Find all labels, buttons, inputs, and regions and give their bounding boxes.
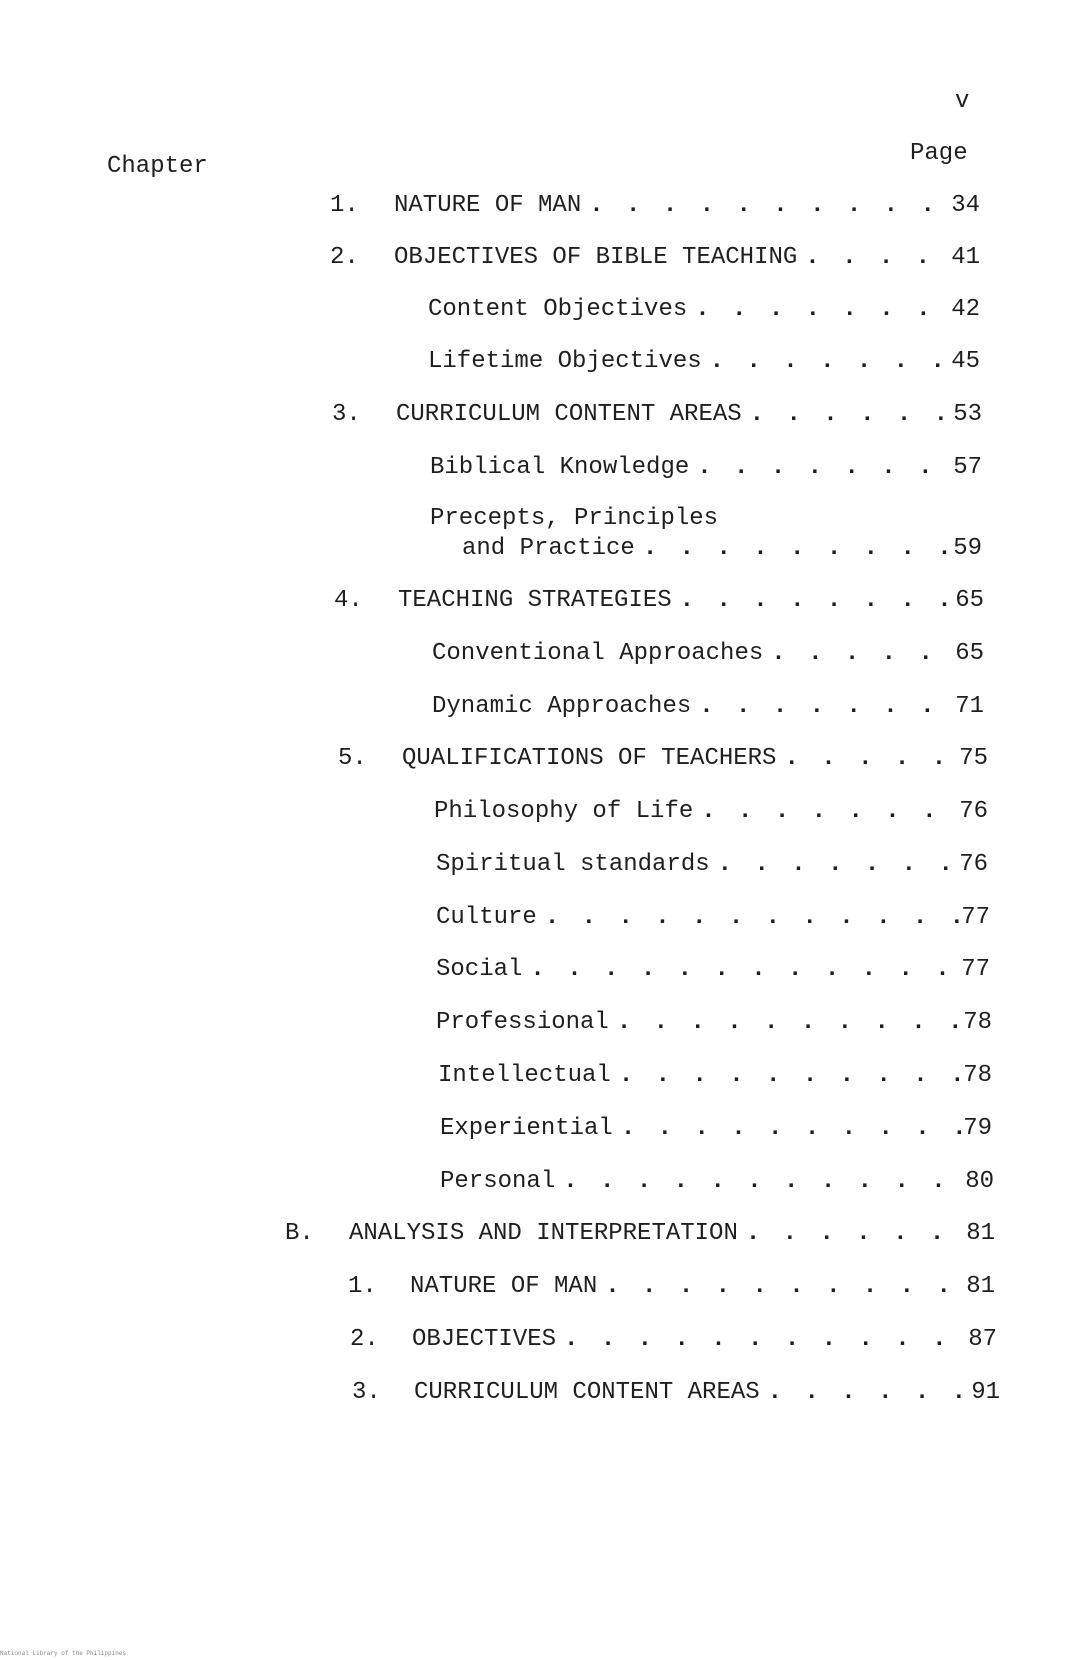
toc-entry-page: 75 [959, 745, 988, 772]
toc-leader-dots [672, 587, 956, 614]
toc-entry-title: Content Objectives [428, 296, 688, 323]
toc-entry-page: 34 [951, 192, 980, 219]
toc-entry-title: Culture [436, 904, 537, 931]
toc-leader-dots [537, 904, 961, 931]
toc-entry-number: 3. [332, 401, 361, 428]
toc-leader-dots [710, 851, 960, 878]
toc-entry-title: CURRICULUM CONTENT AREAS [414, 1379, 760, 1406]
toc-entry-page: 57 [953, 454, 982, 481]
toc-entry [436, 851, 988, 878]
toc-leader-dots [687, 296, 951, 323]
toc-leader-dots [738, 1220, 966, 1247]
toc-entry-title: NATURE OF MAN [394, 192, 582, 219]
page-number: v [955, 88, 970, 115]
toc-entry-number: B. [285, 1220, 314, 1247]
toc-leader-dots [760, 1379, 972, 1406]
toc-entry [330, 192, 980, 219]
toc-entry-page: 59 [953, 535, 982, 562]
toc-entry-page: 65 [955, 640, 984, 667]
toc-entry [348, 1273, 995, 1300]
toc-entry-number: 1. [330, 192, 359, 219]
toc-entry-page: 78 [963, 1062, 992, 1089]
toc-entry-title: Dynamic Approaches [432, 693, 692, 720]
toc-entry-title: Experiential [440, 1115, 613, 1142]
footer-note: National Library of the Philippines [0, 1650, 127, 1657]
toc-leader-dots [776, 745, 959, 772]
toc-entry-title: Professional [436, 1009, 609, 1036]
toc-entry-title: QUALIFICATIONS OF TEACHERS [402, 745, 777, 772]
toc-entry [432, 693, 984, 720]
toc-leader-dots [742, 401, 954, 428]
toc-leader-dots [763, 640, 955, 667]
toc-entry-page: 77 [961, 956, 990, 983]
toc-entry-title: Philosophy of Life [434, 798, 694, 825]
toc-entry-page: 53 [953, 401, 982, 428]
toc-entry-title: Personal [440, 1168, 556, 1195]
toc-entry-title: Social [436, 956, 523, 983]
toc-entry-number: 3. [352, 1379, 381, 1406]
toc-entry [330, 244, 980, 271]
toc-entry-number: 2. [350, 1326, 379, 1353]
toc-entry-title: ANALYSIS AND INTERPRETATION [349, 1220, 738, 1247]
toc-entry-page: 78 [963, 1009, 992, 1036]
toc-entry-number: 2. [330, 244, 359, 271]
chapter-label: Chapter [107, 153, 208, 180]
toc-entry-page: 80 [965, 1168, 994, 1195]
toc-entry [285, 1220, 995, 1247]
toc-entry-title: Biblical Knowledge [430, 454, 690, 481]
toc-leader-dots [581, 192, 951, 219]
toc-entry-page: 81 [966, 1273, 995, 1300]
page-label: Page [910, 140, 968, 167]
toc-leader-dots [693, 798, 959, 825]
toc-entry [352, 1379, 1000, 1406]
toc-entry-title-line1: Precepts, Principles [430, 505, 719, 532]
toc-leader-dots [555, 1168, 965, 1195]
toc-entry-title: CURRICULUM CONTENT AREAS [396, 401, 742, 428]
toc-entry [440, 1168, 994, 1195]
toc-entry [436, 904, 990, 931]
toc-entry-number: 5. [338, 745, 367, 772]
toc-entry-page: 81 [966, 1220, 995, 1247]
toc-leader-dots [522, 956, 961, 983]
toc-entry-page: 79 [963, 1115, 992, 1142]
toc-entry [440, 1115, 992, 1142]
toc-entry-title: Conventional Approaches [432, 640, 764, 667]
toc-leader-dots [691, 693, 955, 720]
toc-entry-title: OBJECTIVES OF BIBLE TEACHING [394, 244, 798, 271]
toc-entry [462, 535, 982, 562]
toc-entry [434, 798, 988, 825]
toc-leader-dots [613, 1115, 963, 1142]
toc-entry [334, 587, 984, 614]
toc-leader-dots [689, 454, 953, 481]
toc-leader-dots [556, 1326, 968, 1353]
toc-entry-title: TEACHING STRATEGIES [398, 587, 672, 614]
toc-entry-title: NATURE OF MAN [410, 1273, 598, 1300]
toc-entry [436, 1009, 992, 1036]
toc-entry-page: 71 [955, 693, 984, 720]
toc-entry-page: 91 [971, 1379, 1000, 1406]
toc-entry-page: 77 [961, 904, 990, 931]
toc-entry-page: 65 [955, 587, 984, 614]
toc-entry-number: 4. [334, 587, 363, 614]
toc-entry-title: OBJECTIVES [412, 1326, 557, 1353]
toc-entry [338, 745, 988, 772]
toc-entry-page: 76 [959, 851, 988, 878]
toc-entry [432, 640, 984, 667]
toc-entry-number: 1. [348, 1273, 377, 1300]
toc-entry-page: 45 [951, 348, 980, 375]
toc-entry [428, 348, 980, 375]
toc-entry-title: Lifetime Objectives [428, 348, 702, 375]
toc-leader-dots [797, 244, 951, 271]
toc-entry-page: 87 [968, 1326, 997, 1353]
toc-leader-dots [597, 1273, 966, 1300]
toc-entry-page: 76 [959, 798, 988, 825]
toc-leader-dots [611, 1062, 963, 1089]
toc-leader-dots [635, 535, 953, 562]
toc-leader-dots [609, 1009, 963, 1036]
toc-entry [430, 454, 982, 481]
toc-entry-page: 41 [951, 244, 980, 271]
toc-entry [332, 401, 982, 428]
toc-entry [350, 1326, 997, 1353]
toc-entry-title: Spiritual standards [436, 851, 710, 878]
toc-entry [438, 1062, 992, 1089]
toc-entry-title: Intellectual [438, 1062, 611, 1089]
toc-entry [428, 296, 980, 323]
toc-entry-page: 42 [951, 296, 980, 323]
toc-entry [436, 956, 990, 983]
toc-leader-dots [702, 348, 952, 375]
toc-entry-title: and Practice [462, 535, 635, 562]
